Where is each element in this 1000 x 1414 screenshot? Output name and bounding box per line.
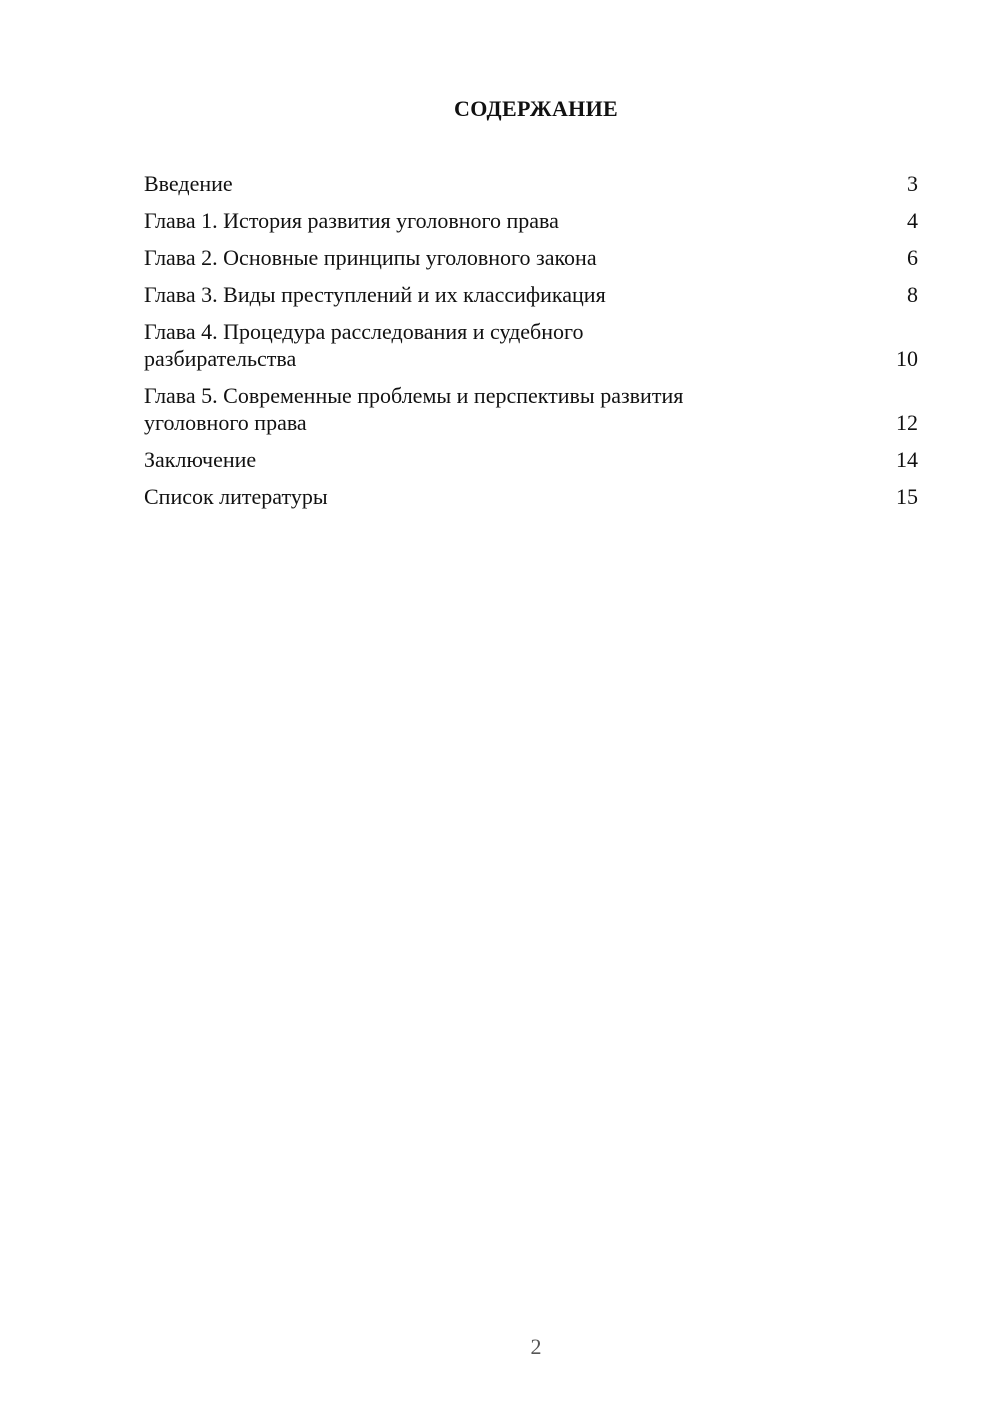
toc-entry-title: [144, 382, 878, 436]
toc-entry-title: [144, 446, 878, 473]
toc-entry-conclusion: [144, 446, 918, 473]
page-title: СОДЕРЖАНИЕ: [454, 96, 618, 121]
toc-entry-page: 8: [907, 282, 918, 307]
toc-entry-title-line: Введение: [144, 171, 233, 196]
toc-entry-references: [144, 483, 918, 510]
toc-entry-chapter-3: [144, 281, 918, 308]
toc-entry-page: 12: [896, 410, 918, 435]
toc-entry-title: [144, 318, 878, 372]
toc-entry-title-line: разбирательства: [144, 346, 297, 371]
toc-entry-page: 6: [907, 245, 918, 270]
toc-entry-title-line: Глава 3. Виды преступлений и их классификация: [144, 282, 606, 307]
toc-entry-title-line: Глава 2. Основные принципы уголовного закона: [144, 245, 597, 270]
table-of-contents: [144, 170, 918, 520]
toc-entry-page: 10: [896, 346, 918, 371]
toc-entry-title-line: уголовного права: [144, 410, 307, 435]
toc-entry-title: [144, 170, 878, 197]
toc-entry-page: 4: [907, 208, 918, 233]
toc-entry-title-line: Глава 5. Современные проблемы и перспективы развития: [144, 383, 684, 408]
toc-entry-page: 3: [907, 171, 918, 196]
toc-entry-title-line: Заключение: [144, 447, 257, 472]
toc-entry-introduction: [144, 170, 918, 197]
toc-entry-chapter-2: [144, 244, 918, 271]
page-number: 2: [530, 1334, 542, 1359]
toc-entry-title-line: Глава 1. История развития уголовного права: [144, 208, 559, 233]
toc-entry-page: 14: [896, 447, 918, 472]
toc-entry-title: [144, 207, 878, 234]
toc-entry-title: [144, 244, 878, 271]
toc-entry-chapter-4: [144, 318, 918, 372]
toc-entry-title-line: Глава 4. Процедура расследования и судебного: [144, 319, 584, 344]
toc-entry-chapter-5: [144, 382, 918, 436]
toc-entry-chapter-1: [144, 207, 918, 234]
toc-entry-title: [144, 483, 878, 510]
toc-entry-title: [144, 281, 878, 308]
toc-entry-page: 15: [896, 484, 918, 509]
toc-entry-title-line: Список литературы: [144, 484, 328, 509]
